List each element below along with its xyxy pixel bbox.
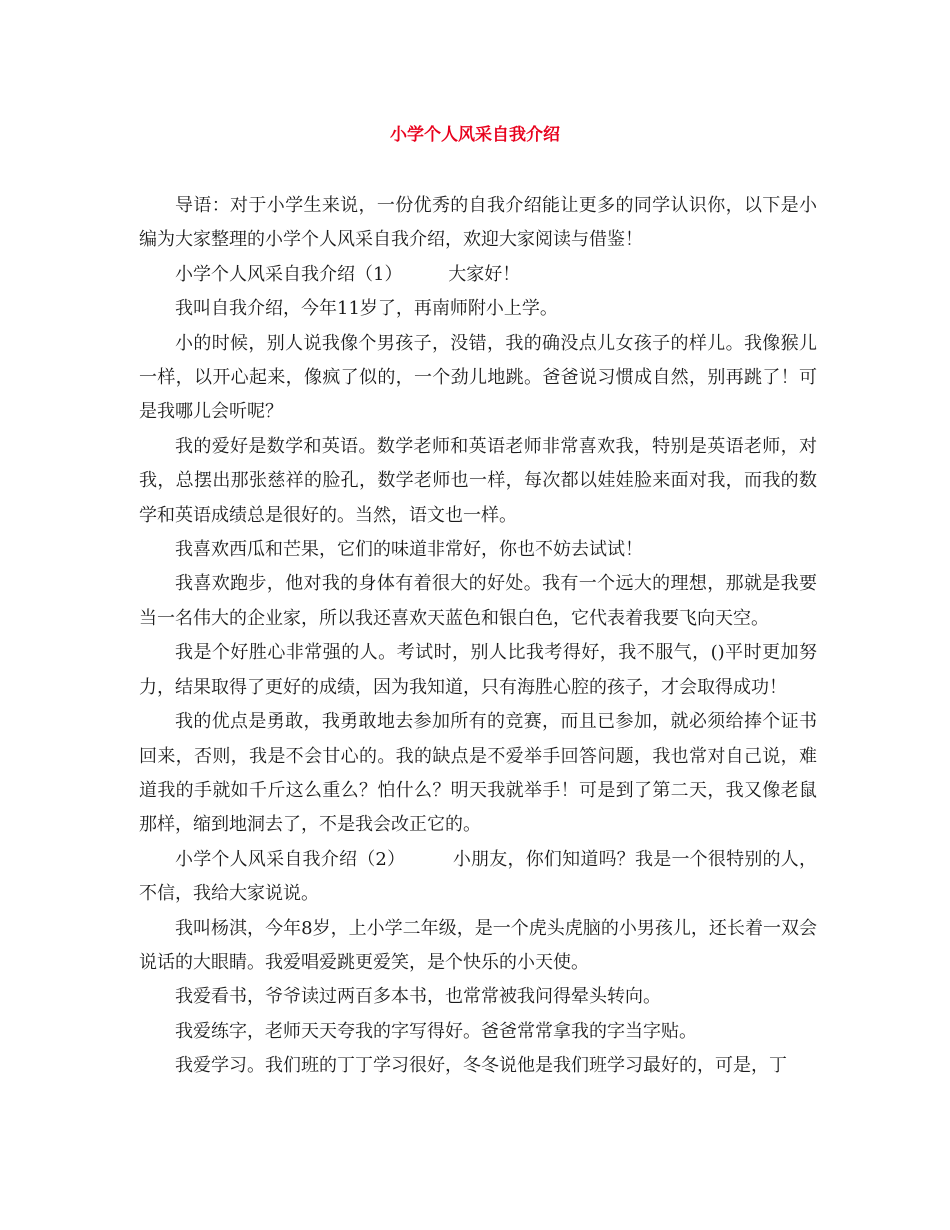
paragraph: 我喜欢跑步，他对我的身体有着很大的好处。我有一个远大的理想，那就是我要当一名伟大的企业家，所以我还喜欢天蓝色和银白色，它代表着我要飞向天空。 xyxy=(139,573,817,629)
document-title: 小学个人风采自我介绍 xyxy=(390,125,560,145)
paragraph: 我的优点是勇敢，我勇敢地去参加所有的竞赛，而且已参加，就必须给捧个证书回来，否则，我是不会甘心的。我的缺点是不爱举手回答问题，我也常对自己说，难道我的手就如千斤这么重么？怕什么？明天我就举手！可是到了第二天，我又像老鼠那样，缩到地洞去了，不是我会改正它的。 xyxy=(139,711,817,836)
paragraph: 我叫自我介绍，今年11岁了，再南师附小上学。 xyxy=(175,298,558,320)
paragraph: 我的爱好是数学和英语。数学老师和英语老师非常喜欢我，特别是英语老师，对我，总摆出那张慈祥的脸孔，数学老师也一样，每次都以娃娃脸来面对我，而我的数学和英语成绩总是很好的。当然，语文也一样。 xyxy=(139,435,817,526)
paragraph: 我叫杨淇，今年8岁，上小学二年级，是一个虎头虎脑的小男孩儿，还长着一双会说话的大眼睛。我爱唱爱跳更爱笑，是个快乐的小天使。 xyxy=(139,917,817,973)
paragraph: 我是个好胜心非常强的人。考试时，别人比我考得好，我不服气，()平时更加努力，结果取得了更好的成绩，因为我知道，只有海胜心腔的孩子，才会取得成功！ xyxy=(139,642,817,698)
paragraph: 我爱学习。我们班的丁丁学习很好，冬冬说他是我们班学习最好的，可是，丁 xyxy=(175,1055,787,1077)
paragraph: 导语：对于小学生来说，一份优秀的自我介绍能让更多的同学认识你，以下是小编为大家整理的小学个人风采自我介绍，欢迎大家阅读与借鉴！ xyxy=(139,195,817,251)
paragraph: 小学个人风采自我介绍（1） 大家好！ xyxy=(175,263,521,285)
paragraph: 我喜欢西瓜和芒果，它们的味道非常好，你也不妨去试试！ xyxy=(175,539,643,561)
paragraph: 我爱练字，老师天天夸我的字写得好。爸爸常常拿我的字当字贴。 xyxy=(175,1020,697,1042)
paragraph: 小学个人风采自我介绍（2） 小朋友，你们知道吗？我是一个很特别的人，不信，我给大家说说。 xyxy=(139,848,817,905)
paragraph: 小的时候，别人说我像个男孩子，没错，我的确没点儿女孩子的样儿。我像猴儿一样，以开心起来，像疯了似的，一个劲儿地跳。爸爸说习惯成自然，别再跳了！可是我哪儿会听呢？ xyxy=(139,332,817,423)
paragraph: 我爱看书，爷爷读过两百多本书，也常常被我问得晕头转向。 xyxy=(175,986,661,1008)
document-body xyxy=(139,189,817,1084)
